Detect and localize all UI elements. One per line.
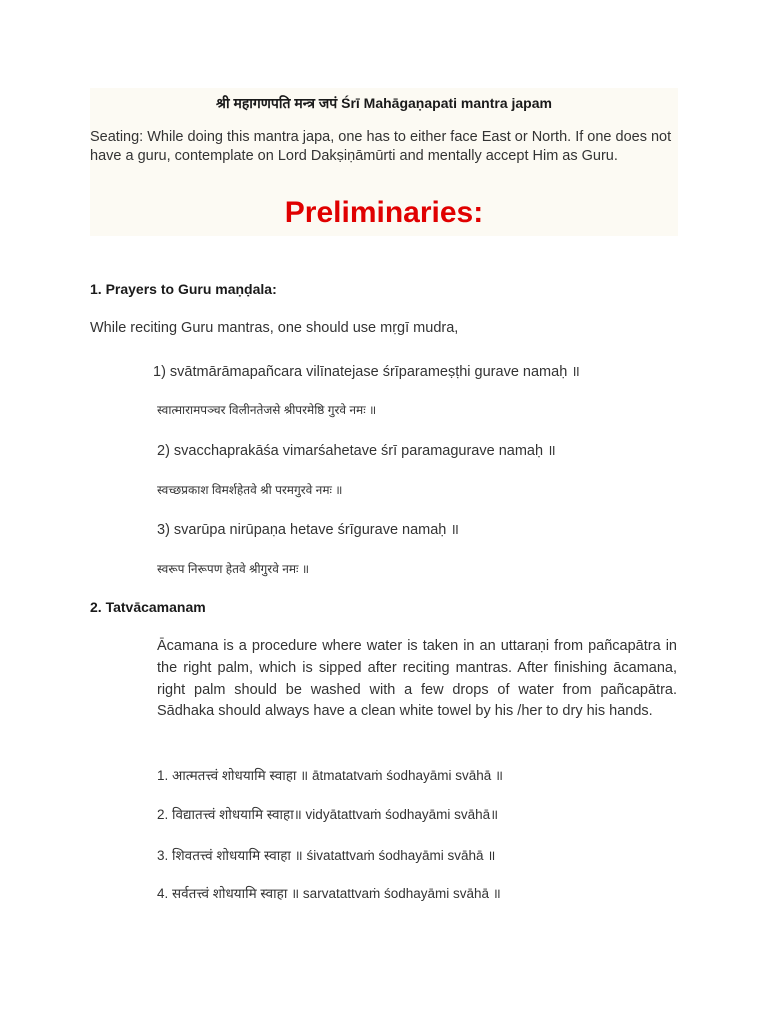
mantra-2-roman: 2) svacchaprakāśa vimarśahetave śrī paramagurave namaḥ ॥	[157, 443, 556, 459]
list-item: 1. आत्मतत्त्वं शोधयामि स्वाहा ॥ ātmatatvaṁ śodhayāmi svāhā ॥	[157, 768, 504, 783]
list-item: 4. सर्वतत्त्वं शोधयामि स्वाहा ॥ sarvatattvaṁ śodhayāmi svāhā ॥	[157, 886, 501, 901]
list-item: 2. विद्यातत्त्वं शोधयामि स्वाहा॥ vidyātattvaṁ śodhayāmi svāhā॥	[157, 807, 499, 822]
mantra-1-roman: 1) svātmārāmapañcara vilīnatejase śrīparameṣṭhi gurave namaḥ ॥	[153, 364, 580, 380]
preliminaries-heading: Preliminaries:	[284, 196, 484, 229]
mantra-3-roman: 3) svarūpa nirūpaṇa hetave śrīgurave namaḥ ॥	[157, 522, 460, 538]
section-heading-tatvacamanam: 2. Tatvācamanam	[90, 599, 206, 615]
mantra-3-devanagari: स्वरूप निरूपण हेतवे श्रीगुरवे नमः ॥	[157, 562, 310, 576]
guru-intro-text: While reciting Guru mantras, one should use mṛgī mudra,	[90, 320, 459, 336]
section-heading-guru-mandala: 1. Prayers to Guru maṇḍala:	[90, 281, 277, 297]
list-item: 3. शिवतत्त्वं शोधयामि स्वाहा ॥ śivatattvaṁ śodhayāmi svāhā ॥	[157, 848, 496, 863]
seating-paragraph: Seating: While doing this mantra japa, one has to either face East or North. If one does not have a guru, contemplate on Lord Dakṣiṇāmūrti and mentally accept Him as Guru.	[90, 129, 672, 164]
mantra-2-devanagari: स्वच्छप्रकाश विमर्शहेतवे श्री परमगुरवे नमः ॥	[157, 483, 343, 497]
acamana-description: Ācamana is a procedure where water is taken in an uttaraṇi from pañcapātra in the right palm, which is sipped after reciting mantras. After finishing ācamana, right palm should be washed with a few drops of water from pañcapātra. Sādhaka should always have a clean white towel by his /her to dry his hands.	[157, 638, 677, 720]
document-title: श्री महागणपति मन्त्र जपं Śrī Mahāgaṇapati mantra japam	[216, 95, 552, 111]
mantra-1-devanagari: स्वात्मारामपञ्चर विलीनतेजसे श्रीपरमेष्ठि गुरवे नमः ॥	[157, 403, 377, 417]
